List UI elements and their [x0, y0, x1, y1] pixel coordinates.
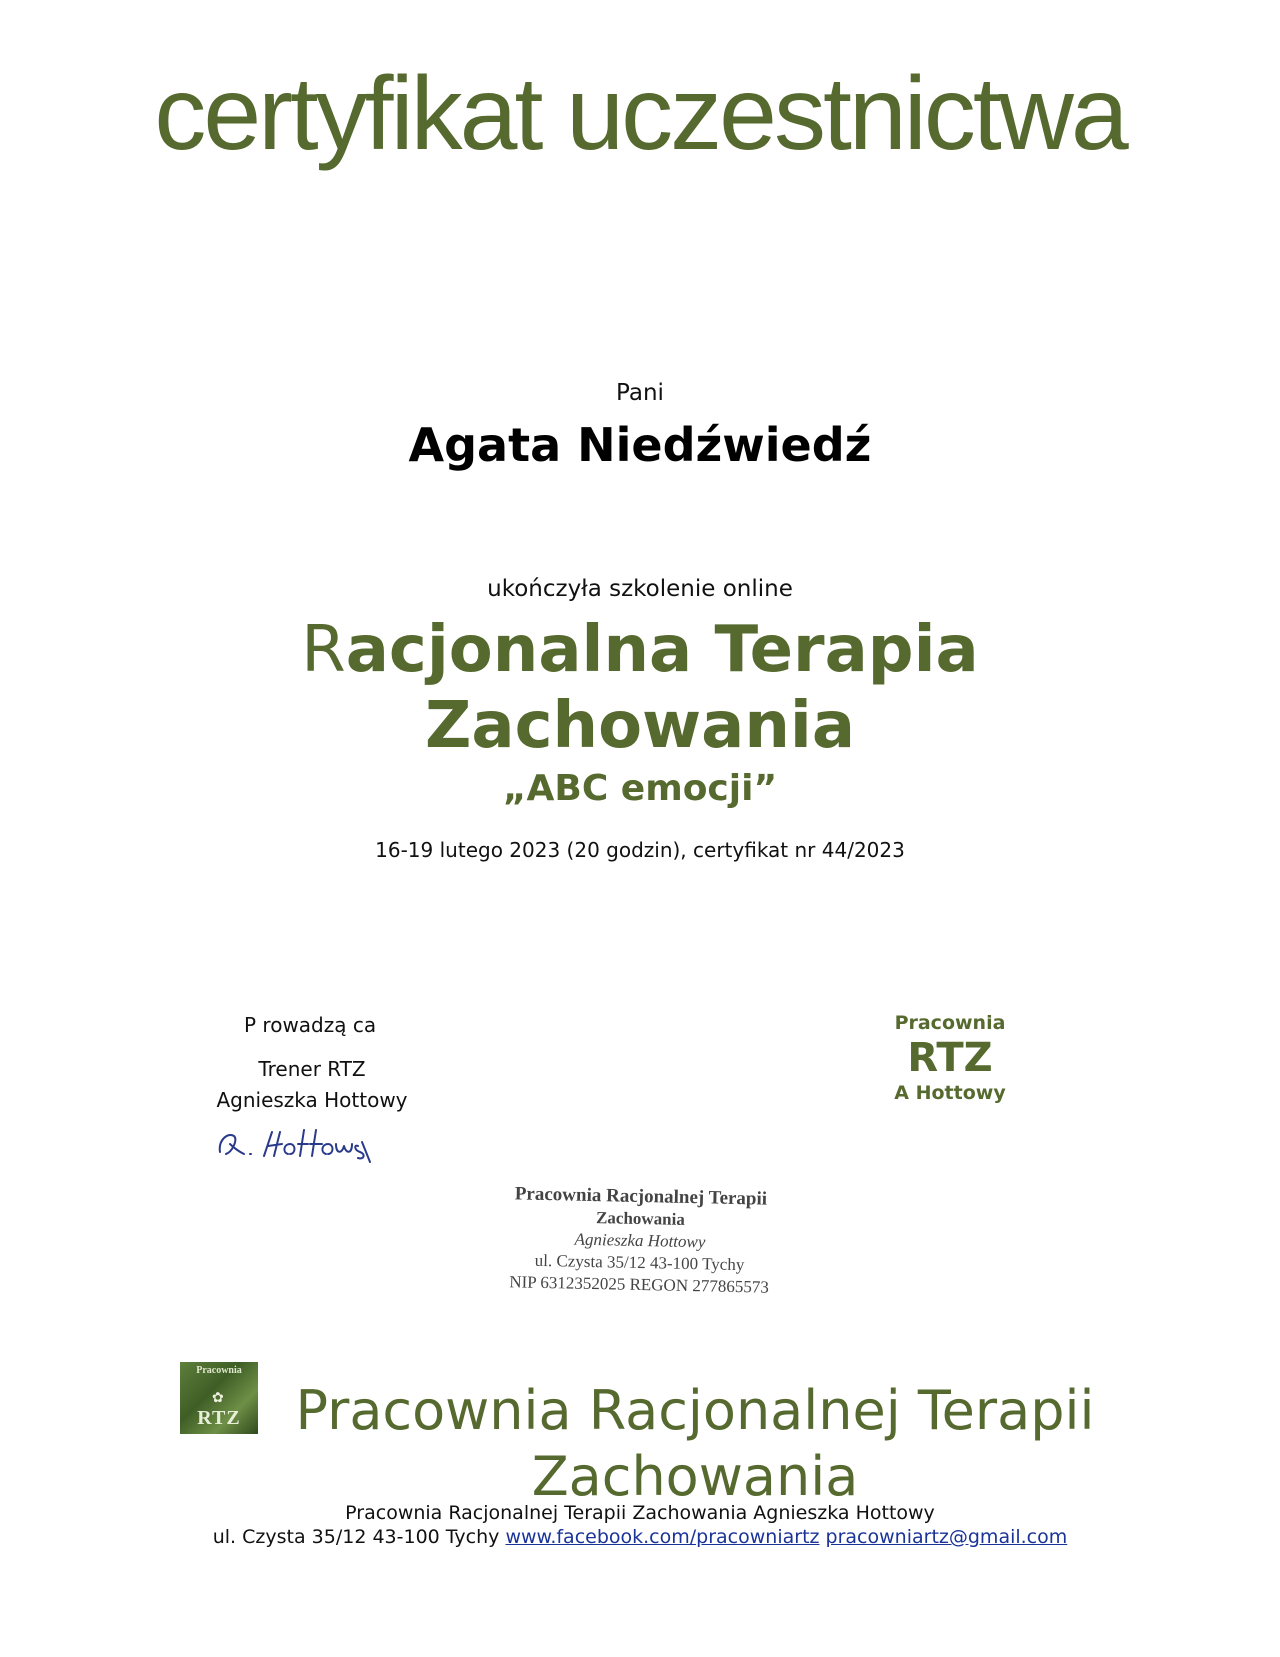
- signature-graphic: [212, 1122, 382, 1170]
- trainer-signature: [212, 1122, 382, 1174]
- course-title-line1: [0, 612, 1280, 688]
- stamp-line5: NIP 6312352025 REGON 277865573: [509, 1272, 770, 1297]
- footer-org-line1: Pracownia Racjonalnej Terapii: [295, 1379, 1095, 1442]
- company-stamp: [489, 1183, 791, 1299]
- seal-line3: A Hottowy: [894, 1082, 1006, 1104]
- stamp-line3: Agnieszka Hottowy: [574, 1229, 706, 1252]
- recipient-name: Agata Niedźwiedź: [408, 418, 872, 472]
- certificate-title: certyfikat uczestnictwa: [154, 56, 1126, 172]
- flower-icon: ✿: [212, 1390, 224, 1406]
- course-title-line2: Zachowania: [424, 689, 856, 763]
- stamp-line4: ul. Czysta 35/12 43-100 Tychy: [534, 1250, 745, 1275]
- footer-address-line1: Pracownia Racjonalnej Terapii Zachowania Agnieszka Hottowy: [345, 1502, 935, 1524]
- salutation: Pani: [616, 380, 664, 406]
- email-link[interactable]: pracowniartz@gmail.com: [825, 1526, 1068, 1548]
- trainer-role: Trener RTZ: [258, 1057, 366, 1081]
- logo-bottom-text: RTZ: [197, 1407, 241, 1429]
- completion-text: ukończyła szkolenie online: [487, 576, 793, 602]
- course-title: [0, 612, 1280, 764]
- footer-organization-name: [270, 1378, 1120, 1510]
- footer-address: ul. Czysta 35/12 43-100 Tychy: [212, 1526, 500, 1548]
- stamp-line1: Pracownia Racjonalnej Terapii: [514, 1183, 768, 1210]
- stamp-line2: Zachowania: [595, 1208, 686, 1229]
- course-subtitle: „ABC emocji”: [502, 768, 778, 809]
- rtz-logo: [180, 1362, 258, 1434]
- conducted-by-label: P rowadzą ca: [244, 1013, 377, 1037]
- logo-top-text: Pracownia: [196, 1365, 242, 1376]
- seal-line1: Pracownia: [894, 1012, 1006, 1034]
- course-details: 16-19 lutego 2023 (20 godzin), certyfikat nr 44/2023: [375, 838, 905, 862]
- course-title-first-letter: R: [301, 613, 346, 687]
- facebook-link[interactable]: www.facebook.com/pracowniartz: [505, 1526, 820, 1548]
- seal-line2: RTZ: [907, 1035, 993, 1081]
- trainer-block: [192, 1010, 432, 1116]
- organization-seal: [870, 1012, 1030, 1104]
- trainer-name: Agnieszka Hottowy: [216, 1088, 408, 1112]
- footer-address-line2: [0, 1526, 1280, 1548]
- course-title-line1-rest: acjonalna Terapia: [345, 613, 979, 687]
- footer-org-line2: Zachowania: [531, 1445, 859, 1508]
